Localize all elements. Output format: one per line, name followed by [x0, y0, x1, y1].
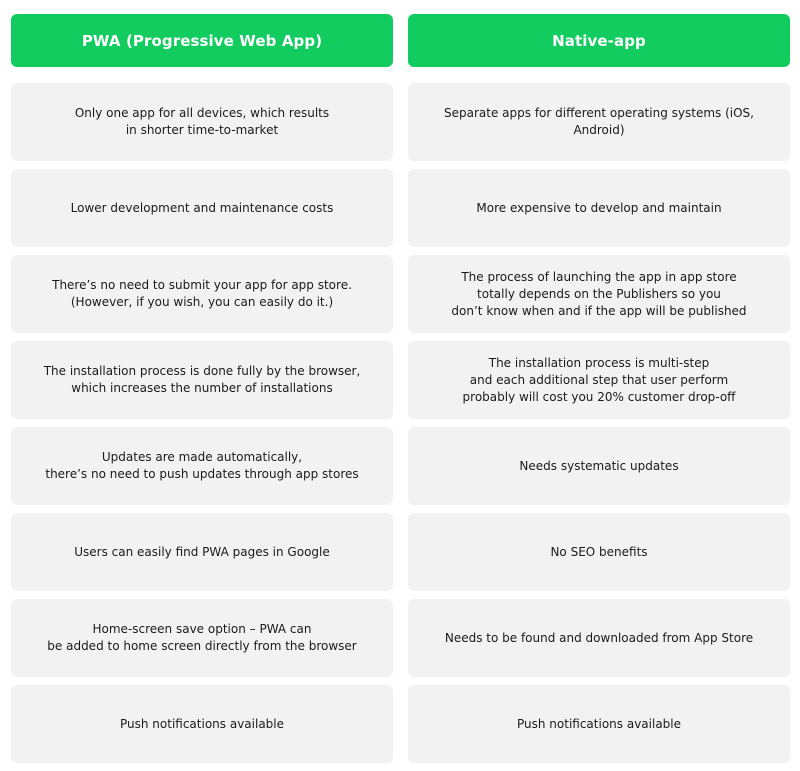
pwa-column-header: PWA (Progressive Web App) — [11, 14, 393, 67]
pwa-row-6: Users can easily find PWA pages in Google — [11, 513, 393, 591]
pwa-column — [11, 14, 393, 771]
native-row-6: No SEO benefits — [408, 513, 790, 591]
native-row-8: Push notifications available — [408, 685, 790, 763]
native-row-3: The process of launching the app in app store totally depends on the Publishers so you don’t know when and if the app will be published — [408, 255, 790, 333]
native-row-1: Separate apps for different operating systems (iOS, Android) — [408, 83, 790, 161]
pwa-row-4: The installation process is done fully by the browser, which increases the number of installations — [11, 341, 393, 419]
native-app-column-header: Native-app — [408, 14, 790, 67]
pwa-row-1: Only one app for all devices, which results in shorter time-to-market — [11, 83, 393, 161]
pwa-row-2: Lower development and maintenance costs — [11, 169, 393, 247]
pwa-row-5: Updates are made automatically, there’s no need to push updates through app stores — [11, 427, 393, 505]
native-row-5: Needs systematic updates — [408, 427, 790, 505]
native-row-4: The installation process is multi-step and each additional step that user perform probably will cost you 20% customer drop-off — [408, 341, 790, 419]
pwa-row-7: Home-screen save option – PWA can be added to home screen directly from the browser — [11, 599, 393, 677]
native-row-7: Needs to be found and downloaded from App Store — [408, 599, 790, 677]
native-app-column — [408, 14, 790, 771]
native-row-2: More expensive to develop and maintain — [408, 169, 790, 247]
pwa-row-3: There’s no need to submit your app for app store. (However, if you wish, you can easily do it.) — [11, 255, 393, 333]
pwa-row-8: Push notifications available — [11, 685, 393, 763]
